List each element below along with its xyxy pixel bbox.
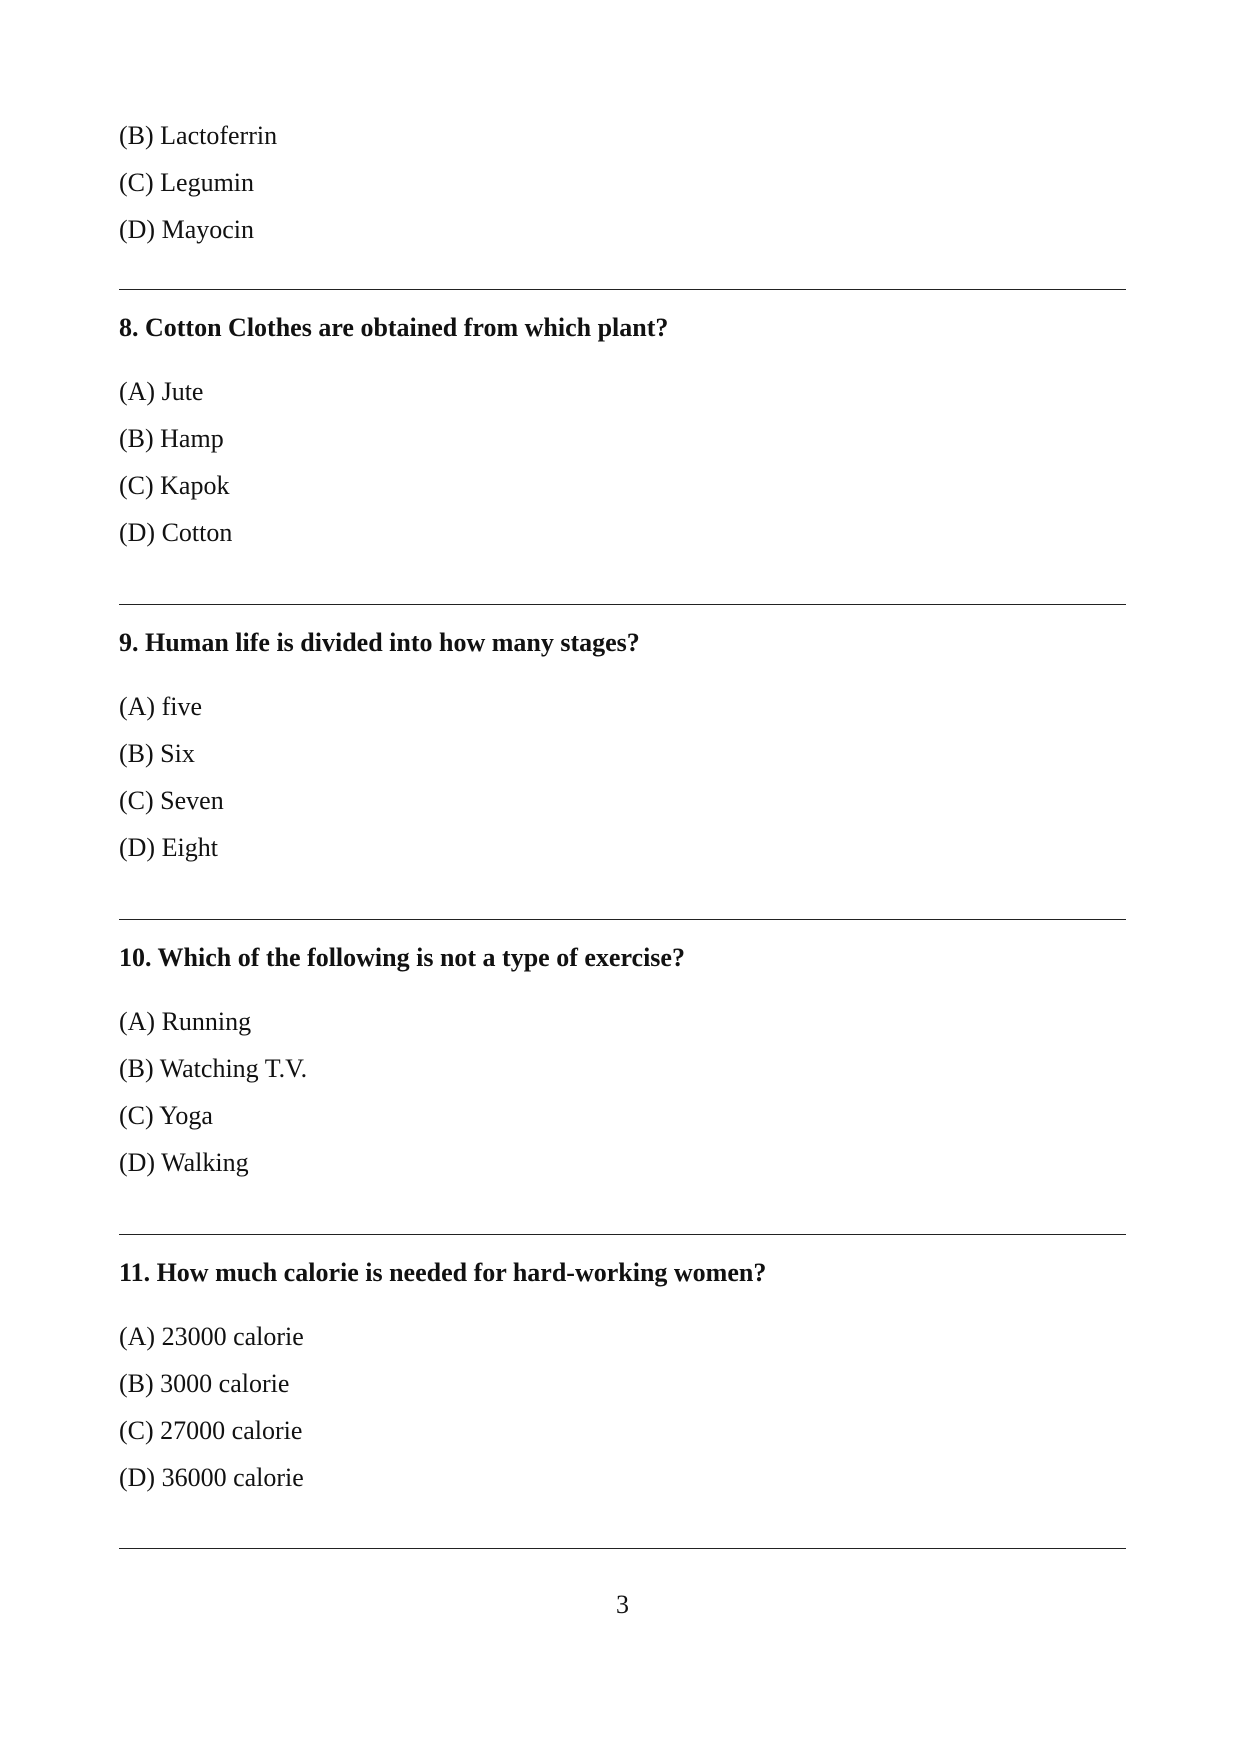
divider bbox=[119, 604, 1126, 605]
option-9d: (D) Eight bbox=[119, 833, 218, 862]
option-8c: (C) Kapok bbox=[119, 471, 230, 500]
divider bbox=[119, 289, 1126, 290]
option-11a: (A) 23000 calorie bbox=[119, 1322, 304, 1351]
option-11c: (C) 27000 calorie bbox=[119, 1416, 303, 1445]
option-11b: (B) 3000 calorie bbox=[119, 1369, 290, 1398]
footer-divider-block bbox=[119, 1548, 1126, 1549]
question-8-text: 8. Cotton Clothes are obtained from which plant? bbox=[119, 313, 669, 342]
carry-over-options bbox=[119, 112, 277, 253]
question-10-text: 10. Which of the following is not a type of exercise? bbox=[119, 943, 685, 972]
option-11d: (D) 36000 calorie bbox=[119, 1463, 304, 1492]
divider bbox=[119, 919, 1126, 920]
question-9-text: 9. Human life is divided into how many stages? bbox=[119, 628, 640, 657]
option-9a: (A) five bbox=[119, 692, 203, 721]
divider bbox=[119, 1234, 1126, 1235]
page-number: 3 bbox=[616, 1590, 629, 1619]
document-page bbox=[119, 0, 1126, 1754]
option-8a: (A) Jute bbox=[119, 377, 204, 406]
question-11-text: 11. How much calorie is needed for hard-working women? bbox=[119, 1258, 767, 1287]
option-7c: (C) Legumin bbox=[119, 168, 255, 197]
option-9c: (C) Seven bbox=[119, 786, 224, 815]
option-8b: (B) Hamp bbox=[119, 424, 224, 453]
question-8 bbox=[119, 289, 1126, 556]
question-9 bbox=[119, 604, 1126, 871]
option-10b: (B) Watching T.V. bbox=[119, 1054, 308, 1083]
option-10c: (C) Yoga bbox=[119, 1101, 213, 1130]
option-10a: (A) Running bbox=[119, 1007, 252, 1036]
divider bbox=[119, 1548, 1126, 1549]
option-7d: (D) Mayocin bbox=[119, 215, 255, 244]
option-8d: (D) Cotton bbox=[119, 518, 233, 547]
option-10d: (D) Walking bbox=[119, 1148, 249, 1177]
option-7b: (B) Lactoferrin bbox=[119, 121, 278, 150]
question-11 bbox=[119, 1234, 1126, 1501]
option-9b: (B) Six bbox=[119, 739, 195, 768]
question-10 bbox=[119, 919, 1126, 1186]
